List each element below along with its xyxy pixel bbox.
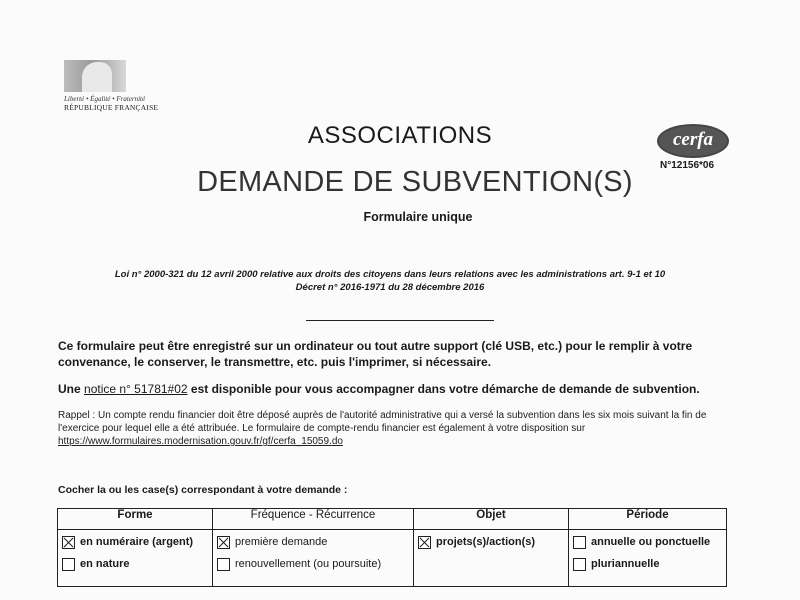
rappel-url-link[interactable]: https://www.formulaires.modernisation.gouv.fr/gf/cerfa_15059.do <box>58 436 343 447</box>
checkbox-numeraire[interactable] <box>62 536 75 549</box>
cell-frequence <box>213 530 414 587</box>
option-renouvellement[interactable] <box>217 554 409 574</box>
notice-text-after: est disponible pour vous accompagner dans votre démarche de demande de subvention. <box>187 382 700 396</box>
form-subtitle: Formulaire unique <box>363 210 473 224</box>
marianne-flag-icon <box>64 60 126 92</box>
checkbox-pluriannuelle[interactable] <box>573 558 586 571</box>
request-type-table <box>57 508 727 587</box>
checkbox-annuelle[interactable] <box>573 536 586 549</box>
header-periode: Période <box>569 509 727 530</box>
checkbox-premiere-demande[interactable] <box>217 536 230 549</box>
logo-republic: RÉPUBLIQUE FRANÇAISE <box>64 103 159 112</box>
cerfa-number: N°12156*06 <box>660 160 715 171</box>
checkbox-projets[interactable] <box>418 536 431 549</box>
label-nature: en nature <box>80 558 130 570</box>
law-line-2: Décret n° 2016-1971 du 28 décembre 2016 <box>295 282 485 293</box>
instruction-cocher: Cocher la ou les case(s) correspondant à votre demande : <box>58 484 348 496</box>
option-pluriannuelle[interactable] <box>573 554 722 574</box>
rappel-paragraph <box>58 409 738 448</box>
label-premiere-demande: première demande <box>235 536 328 548</box>
logo-motto: Liberté • Égalité • Fraternité <box>64 95 146 103</box>
option-nature[interactable] <box>62 554 208 574</box>
checkbox-renouvellement[interactable] <box>217 558 230 571</box>
notice-paragraph <box>58 382 758 396</box>
cerfa-logo: cerfa <box>657 124 729 158</box>
option-premiere-demande[interactable] <box>217 532 409 552</box>
republique-francaise-logo <box>64 60 159 112</box>
header-forme: Forme <box>58 509 213 530</box>
label-numeraire: en numéraire (argent) <box>80 536 194 548</box>
label-pluriannuelle: pluriannuelle <box>591 558 660 570</box>
page-title-demande: DEMANDE DE SUBVENTION(S) <box>197 166 633 198</box>
cell-objet <box>414 530 569 587</box>
divider <box>306 320 494 321</box>
notice-text-before: Une <box>58 382 85 396</box>
option-numeraire[interactable] <box>62 532 208 552</box>
law-line-1: Loi n° 2000-321 du 12 avril 2000 relative aux droits des citoyens dans leurs relations avec les administrations art. 9-1 et 10 <box>114 269 666 280</box>
label-renouvellement: renouvellement (ou poursuite) <box>235 558 382 570</box>
option-annuelle[interactable] <box>573 532 722 552</box>
page-title-associations: ASSOCIATIONS <box>307 122 493 149</box>
label-annuelle: annuelle ou ponctuelle <box>591 536 711 548</box>
checkbox-nature[interactable] <box>62 558 75 571</box>
header-objet: Objet <box>414 509 569 530</box>
header-frequence: Fréquence - Récurrence <box>213 509 414 530</box>
cell-forme <box>58 530 213 587</box>
notice-link[interactable]: notice n° 51781#02 <box>84 382 188 396</box>
intro-paragraph: Ce formulaire peut être enregistré sur un ordinateur ou tout autre support (clé USB, etc.) pour le remplir à votre convenance, le conserver, le transmettre, etc. puis l'imprimer, si nécessaire. <box>58 339 693 369</box>
option-projets[interactable] <box>418 532 564 552</box>
law-reference <box>0 268 780 294</box>
label-projets: projets(s)/action(s) <box>436 536 536 548</box>
rappel-text: Rappel : Un compte rendu financier doit être déposé auprès de l'autorité administrative qui a versé la subvention dans les six mois suivant la fin de l'exercice pour lequel elle a été attribuée. Le formulaire de compte-rendu financier est également à votre disposition sur <box>58 410 707 434</box>
cell-periode <box>569 530 727 587</box>
